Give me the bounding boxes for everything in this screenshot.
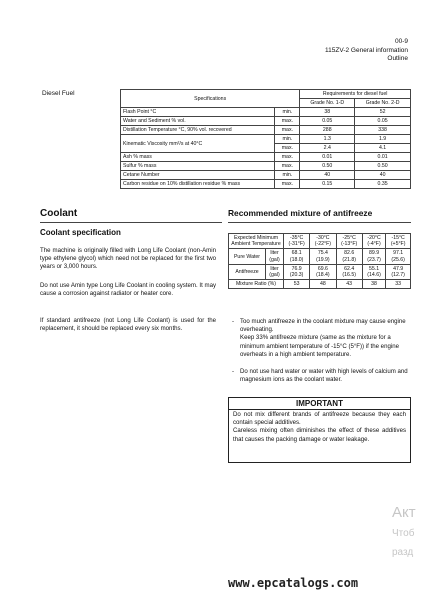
grade-2-header: Grade No. 2-D [355,99,411,108]
spec-header: Specifications [121,90,300,108]
spec-cell: Kinematic Viscosity mm²/s at 40°C [121,135,275,153]
section-divider [228,222,411,223]
limit-cell: min. [275,135,300,144]
temperature-cell: -30°C (-22°F) [310,234,336,249]
grade1-cell: 0.01 [300,153,355,162]
grade2-cell: 0.05 [355,117,411,126]
limit-cell: max. [275,180,300,189]
value-cell: 48 [310,280,336,289]
spec-cell: Water and Sediment % vol. [121,117,275,126]
temperature-cell: -20°C (-4°F) [362,234,386,249]
coolant-paragraph-1: The machine is originally filled with Long Life Coolant (non-Amin type ethylene glycol) which need not be replaced for the first two years or 3,000 hours. [40,247,216,271]
note-text: Do not use hard water or water with high levels of calcium and magnesium ions as the coolant water. [240,368,408,384]
important-title: IMPORTANT [229,398,410,410]
value-cell: 47.9 (12.7) [386,264,411,279]
limit-cell: max. [275,144,300,153]
grade2-cell: 1.9 [355,135,411,144]
value-cell: 97.1 (25.6) [386,249,411,264]
table-row [121,108,411,117]
spec-cell: Distillation Temperature °C, 90% vol. recovered [121,126,275,135]
value-cell: 53 [284,280,310,289]
temperature-cell: -35°C (-31°F) [284,234,310,249]
unit-cell: liter (gal) [266,264,284,279]
note-hard-water [232,368,408,384]
page-header [325,38,408,64]
requirements-header: Requirements for diesel fuel [300,90,411,99]
grade1-cell: 0.50 [300,162,355,171]
unit-cell: liter (gal) [266,249,284,264]
pure-water-label: Pure Water [229,249,266,264]
table-row [121,117,411,126]
value-cell: 68.1 (18.0) [284,249,310,264]
diesel-fuel-label: Diesel Fuel [42,90,75,97]
important-text: Do not mix different brands of antifreeze because they each contain special additives. [233,411,406,427]
limit-cell: max. [275,126,300,135]
grade1-cell: 2.4 [300,144,355,153]
activation-watermark-line: разд [392,547,414,558]
limit-cell: min. [275,171,300,180]
limit-cell: max. [275,162,300,171]
value-cell: 43 [336,280,362,289]
table-row [229,280,411,289]
grade2-cell: 0.01 [355,153,411,162]
diesel-fuel-table [120,89,411,189]
section-divider [40,222,222,223]
table-row [121,180,411,189]
value-cell: 33 [386,280,411,289]
spec-cell: Sulfur % mass [121,162,275,171]
value-cell: 89.9 (23.7) [362,249,386,264]
limit-cell: max. [275,153,300,162]
value-cell: 55.1 (14.6) [362,264,386,279]
temperature-header: Expected Minimum Ambient Temperature [229,234,284,249]
spec-cell: Flash Point °C [121,108,275,117]
value-cell: 69.6 (18.4) [310,264,336,279]
grade2-cell: 40 [355,171,411,180]
coolant-spec-heading: Coolant specification [40,228,121,237]
activation-watermark-line: Чтоб [392,528,415,539]
grade-1-header: Grade No. 1-D [300,99,355,108]
antifreeze-heading: Recommended mixture of antifreeze [228,208,373,218]
table-row [229,264,411,279]
table-row [121,162,411,171]
dash-bullet: - [232,368,235,375]
grade2-cell: 338 [355,126,411,135]
temperature-cell: -15°C (+5°F) [386,234,411,249]
antifreeze-label: Antifreeze [229,264,266,279]
activation-watermark: Акт [392,504,416,521]
value-cell: 38 [362,280,386,289]
table-row [121,153,411,162]
grade2-cell: 0.50 [355,162,411,171]
grade1-cell: 0.05 [300,117,355,126]
coolant-paragraph-3: If standard antifreeze (not Long Life Coolant) is used for the replacement, it should be replaced every six months. [40,317,216,333]
note-text: Too much antifreeze in the coolant mixture may cause engine overheating. [240,318,406,334]
grade2-cell: 0.35 [355,180,411,189]
doc-title: 115ZV-2 General information [325,46,408,54]
table-row [229,234,411,249]
note-text: Keep 33% antifreeze mixture (same as the mixture for a minimum ambient temperature of -15°C (5°F)) if the engine overheats in a high ambient temperature. [240,334,399,358]
grade1-cell: 0.15 [300,180,355,189]
table-row [121,126,411,135]
antifreeze-mixture-table [228,233,411,289]
temperature-cell: -25°C (-13°F) [336,234,362,249]
mixture-ratio-label: Mixture Ratio (%) [229,280,284,289]
note-overheating [232,318,408,359]
limit-cell: min. [275,108,300,117]
coolant-heading: Coolant [40,208,78,219]
grade1-cell: 40 [300,171,355,180]
grade1-cell: 1.3 [300,135,355,144]
value-cell: 62.4 (16.5) [336,264,362,279]
table-row [121,171,411,180]
grade2-cell: 4.1 [355,144,411,153]
coolant-paragraph-2: Do not use Amin type Long Life Coolant in cooling system. It may cause a corrosion against radiator or heater core. [40,282,216,298]
table-row [121,135,411,144]
value-cell: 82.6 (21.8) [336,249,362,264]
table-row [229,249,411,264]
spec-cell: Ash % mass [121,153,275,162]
important-box [228,397,411,463]
grade1-cell: 38 [300,108,355,117]
spec-cell: Cetane Number [121,171,275,180]
grade1-cell: 288 [300,126,355,135]
limit-cell: max. [275,117,300,126]
watermark-url: www.epcatalogs.com [228,576,359,590]
value-cell: 76.9 (20.3) [284,264,310,279]
dash-bullet: - [232,318,235,325]
grade2-cell: 52 [355,108,411,117]
page-number: 00-9 [394,38,408,45]
section-title: Outline [387,55,408,62]
important-text: Careless mixing often diminishes the effect of these additives that causes the packing damage or water leakage. [233,427,406,443]
value-cell: 75.4 (19.9) [310,249,336,264]
spec-cell: Carbon residue on 10% distillation residue % mass [121,180,275,189]
